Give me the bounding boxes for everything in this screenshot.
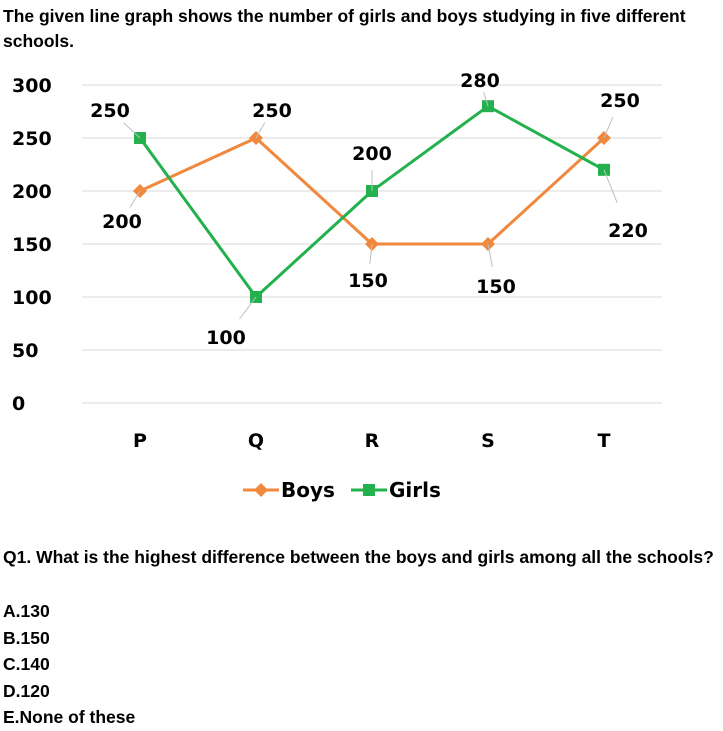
- y-tick-label: 100: [12, 287, 52, 309]
- leader-line: [604, 170, 617, 203]
- legend-marker: [254, 483, 268, 497]
- leader-line: [240, 297, 257, 319]
- y-tick-label: 50: [12, 340, 39, 362]
- x-tick-label: R: [364, 430, 380, 452]
- data-label: 150: [476, 276, 516, 298]
- x-tick-label: Q: [247, 430, 265, 452]
- legend-label: Boys: [281, 478, 335, 502]
- data-labels: [90, 70, 648, 349]
- data-label: 100: [206, 327, 246, 349]
- y-tick-label: 200: [12, 181, 52, 203]
- leader-line: [604, 117, 613, 138]
- data-label: 200: [102, 211, 142, 233]
- leader-line: [130, 191, 140, 208]
- leader-line: [124, 123, 141, 138]
- x-tick-label: S: [481, 430, 495, 452]
- intro-text: The given line graph shows the number of girls and boys studying in five different schools.: [3, 6, 686, 51]
- data-label: 280: [460, 70, 500, 93]
- y-axis-ticks: [12, 75, 52, 415]
- answer-options: [3, 598, 135, 731]
- x-axis-ticks: [133, 430, 610, 452]
- option-c[interactable]: C.140: [3, 654, 50, 674]
- legend-label: Girls: [389, 478, 441, 502]
- line-chart: [0, 60, 723, 510]
- y-tick-label: 250: [12, 128, 52, 150]
- y-tick-label: 0: [12, 393, 26, 415]
- data-label: 250: [600, 90, 640, 112]
- data-label: 150: [348, 270, 388, 292]
- data-label: 250: [90, 100, 130, 122]
- x-tick-label: T: [597, 430, 611, 452]
- y-tick-label: 150: [12, 234, 52, 256]
- legend: [243, 478, 441, 502]
- y-tick-label: 300: [12, 75, 52, 97]
- option-d[interactable]: D.120: [3, 680, 50, 701]
- option-a[interactable]: A.130: [3, 601, 50, 621]
- x-tick-label: P: [133, 430, 147, 452]
- option-e[interactable]: E.None of these: [3, 707, 136, 727]
- data-label: 250: [252, 100, 292, 122]
- data-label: 220: [608, 219, 648, 242]
- question-text: Q1. What is the highest difference between the boys and girls among all the schools?: [3, 547, 714, 567]
- legend-marker: [363, 484, 375, 496]
- data-label: 200: [352, 143, 392, 165]
- option-b[interactable]: B.150: [3, 627, 50, 648]
